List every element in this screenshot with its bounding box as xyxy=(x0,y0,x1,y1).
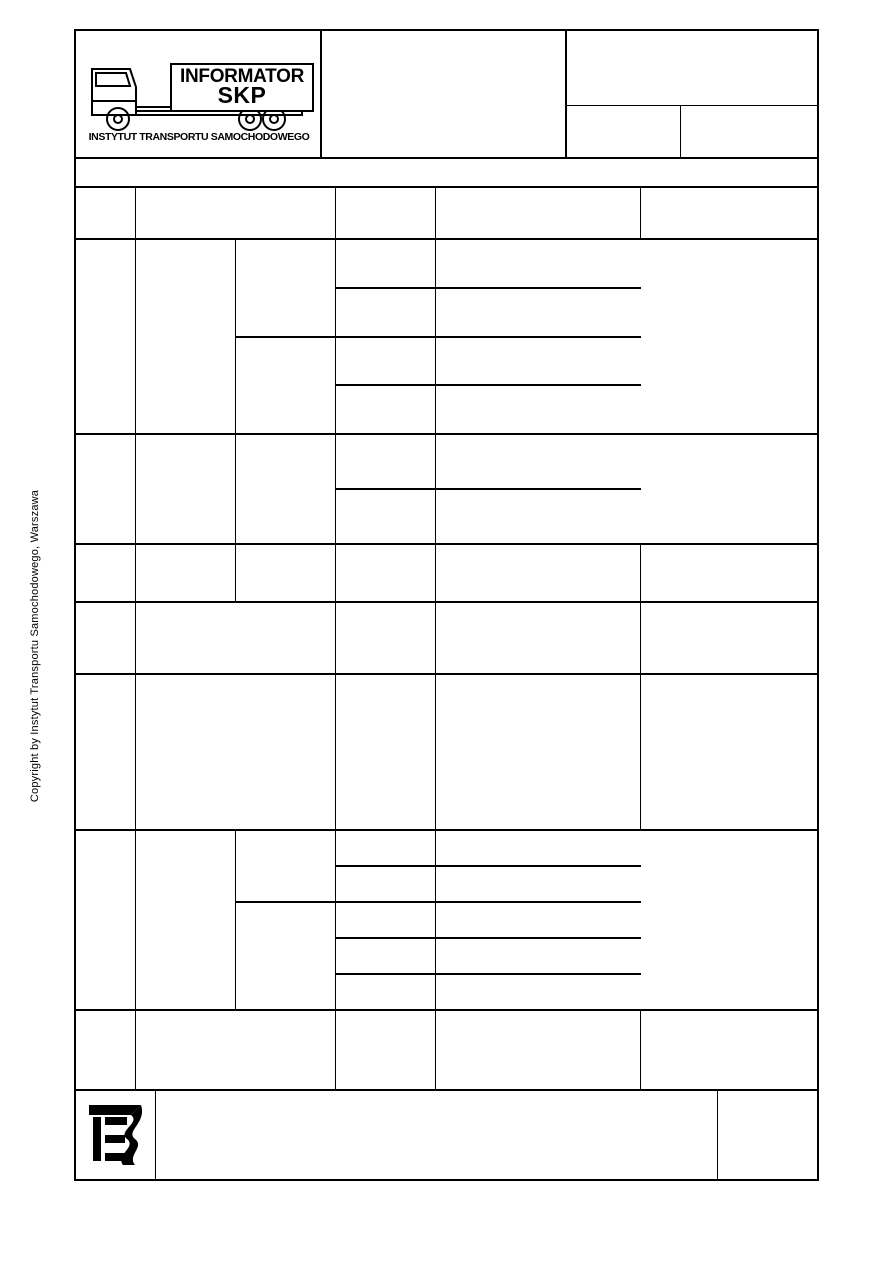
footer-note-field[interactable] xyxy=(156,1091,718,1179)
row-value[interactable] xyxy=(436,867,641,903)
group-6-remarks[interactable] xyxy=(641,831,817,1011)
informator-skp-logo xyxy=(78,39,318,149)
table-row xyxy=(336,338,641,386)
table-row xyxy=(336,490,641,545)
table-row xyxy=(336,386,641,435)
header-middle-field[interactable] xyxy=(322,31,567,159)
group-5-name[interactable] xyxy=(136,675,336,831)
group-6-no[interactable] xyxy=(76,831,136,1011)
col-header-value xyxy=(436,188,641,240)
group-2-remarks[interactable] xyxy=(641,435,817,545)
col-header-unit xyxy=(336,188,436,240)
row-value[interactable] xyxy=(436,289,641,338)
table-row xyxy=(336,867,641,903)
logo-title-box xyxy=(170,63,314,112)
row-unit[interactable] xyxy=(336,338,436,386)
logo-title-line2: SKP xyxy=(217,82,267,108)
group-6-subgroups xyxy=(236,831,641,1011)
logo-title-line1: INFORMATOR xyxy=(179,66,304,87)
row-unit[interactable] xyxy=(336,1011,436,1091)
footer-logo-cell xyxy=(76,1091,156,1179)
col-header-name xyxy=(136,188,336,240)
row-unit[interactable] xyxy=(336,545,436,603)
group-1-sub-2-rows xyxy=(336,338,641,435)
group-1-subgroup-1 xyxy=(236,240,641,338)
group-1-subgroup-2 xyxy=(236,338,641,435)
table-group-3 xyxy=(76,545,817,603)
table-group-6 xyxy=(76,831,817,1011)
form-table xyxy=(74,29,819,1181)
row-unit[interactable] xyxy=(336,386,436,435)
row-value[interactable] xyxy=(436,903,641,939)
table-group-7 xyxy=(76,1011,817,1091)
table-row xyxy=(336,240,641,289)
table-group-5 xyxy=(76,675,817,831)
row-unit[interactable] xyxy=(336,490,436,545)
col-header-no xyxy=(76,188,136,240)
group-4-remarks[interactable] xyxy=(641,603,817,675)
row-unit[interactable] xyxy=(336,289,436,338)
group-7-no[interactable] xyxy=(76,1011,136,1091)
table-row xyxy=(336,975,641,1011)
group-2-sub-1-rows xyxy=(336,435,641,545)
header-logo-cell xyxy=(76,31,322,159)
row-unit[interactable] xyxy=(336,240,436,289)
row-unit[interactable] xyxy=(336,435,436,490)
group-5-remarks[interactable] xyxy=(641,675,817,831)
group-6-sub-1-rows xyxy=(336,831,641,903)
row-unit[interactable] xyxy=(336,831,436,867)
footer-page-field[interactable] xyxy=(718,1091,817,1179)
group-1-subgroups xyxy=(236,240,641,435)
group-3-no[interactable] xyxy=(76,545,136,603)
group-6-sub-2-label[interactable] xyxy=(236,903,336,1011)
table-row xyxy=(336,435,641,490)
row-value[interactable] xyxy=(436,1011,641,1091)
table-group-1 xyxy=(76,240,817,435)
group-5-no[interactable] xyxy=(76,675,136,831)
row-unit[interactable] xyxy=(336,603,436,675)
group-1-sub-2-label[interactable] xyxy=(236,338,336,435)
group-1-remarks[interactable] xyxy=(641,240,817,435)
row-value[interactable] xyxy=(436,831,641,867)
logo-subtitle: INSTYTUT TRANSPORTU SAMOCHODOWEGO xyxy=(88,131,310,143)
row-value[interactable] xyxy=(436,939,641,975)
table-group-2 xyxy=(76,435,817,545)
row-unit[interactable] xyxy=(336,903,436,939)
table-row xyxy=(336,903,641,939)
title-strip-row xyxy=(76,159,817,188)
col-header-remarks xyxy=(641,188,817,240)
table-group-4 xyxy=(76,603,817,675)
its-logo-icon xyxy=(87,1103,145,1167)
group-3-sub[interactable] xyxy=(236,545,336,603)
row-value[interactable] xyxy=(436,435,641,490)
row-unit[interactable] xyxy=(336,939,436,975)
row-unit[interactable] xyxy=(336,675,436,831)
header-right-block xyxy=(567,31,817,159)
group-6-sub-2-rows xyxy=(336,903,641,1011)
header-right-bottom-left-field[interactable] xyxy=(567,106,681,157)
table-row xyxy=(336,831,641,867)
group-6-name[interactable] xyxy=(136,831,236,1011)
row-value[interactable] xyxy=(436,240,641,289)
group-1-no[interactable] xyxy=(76,240,136,435)
group-1-name[interactable] xyxy=(136,240,236,435)
row-value[interactable] xyxy=(436,603,641,675)
row-value[interactable] xyxy=(436,386,641,435)
group-2-subgroup-1 xyxy=(236,435,641,545)
group-6-subgroup-2 xyxy=(236,903,641,1011)
group-2-sub-1-label[interactable] xyxy=(236,435,336,545)
group-4-name[interactable] xyxy=(136,603,336,675)
form-footer-row xyxy=(76,1091,817,1179)
header-right-bottom-right-field[interactable] xyxy=(681,106,817,157)
row-value[interactable] xyxy=(436,545,641,603)
row-value[interactable] xyxy=(436,975,641,1011)
group-2-subgroups xyxy=(236,435,641,545)
table-row xyxy=(336,939,641,975)
group-4-no[interactable] xyxy=(76,603,136,675)
group-3-name[interactable] xyxy=(136,545,236,603)
copyright-text: Copyright by Instytut Transportu Samochodowego, Warszawa xyxy=(29,489,41,803)
group-6-subgroup-1 xyxy=(236,831,641,903)
table-row xyxy=(336,289,641,338)
group-7-remarks[interactable] xyxy=(641,1011,817,1091)
row-unit[interactable] xyxy=(336,867,436,903)
header-right-top-field[interactable] xyxy=(567,31,817,106)
header-right-bottom-row xyxy=(567,106,817,157)
group-7-name[interactable] xyxy=(136,1011,336,1091)
group-6-sub-1-label[interactable] xyxy=(236,831,336,903)
row-value[interactable] xyxy=(436,338,641,386)
row-unit[interactable] xyxy=(336,975,436,1011)
row-value[interactable] xyxy=(436,675,641,831)
row-value[interactable] xyxy=(436,490,641,545)
group-2-name[interactable] xyxy=(136,435,236,545)
group-1-sub-1-rows xyxy=(336,240,641,338)
group-3-remarks[interactable] xyxy=(641,545,817,603)
column-header-row xyxy=(76,188,817,240)
title-strip-field[interactable] xyxy=(76,159,817,188)
group-2-no[interactable] xyxy=(76,435,136,545)
group-1-sub-1-label[interactable] xyxy=(236,240,336,338)
form-header-row xyxy=(76,31,817,159)
